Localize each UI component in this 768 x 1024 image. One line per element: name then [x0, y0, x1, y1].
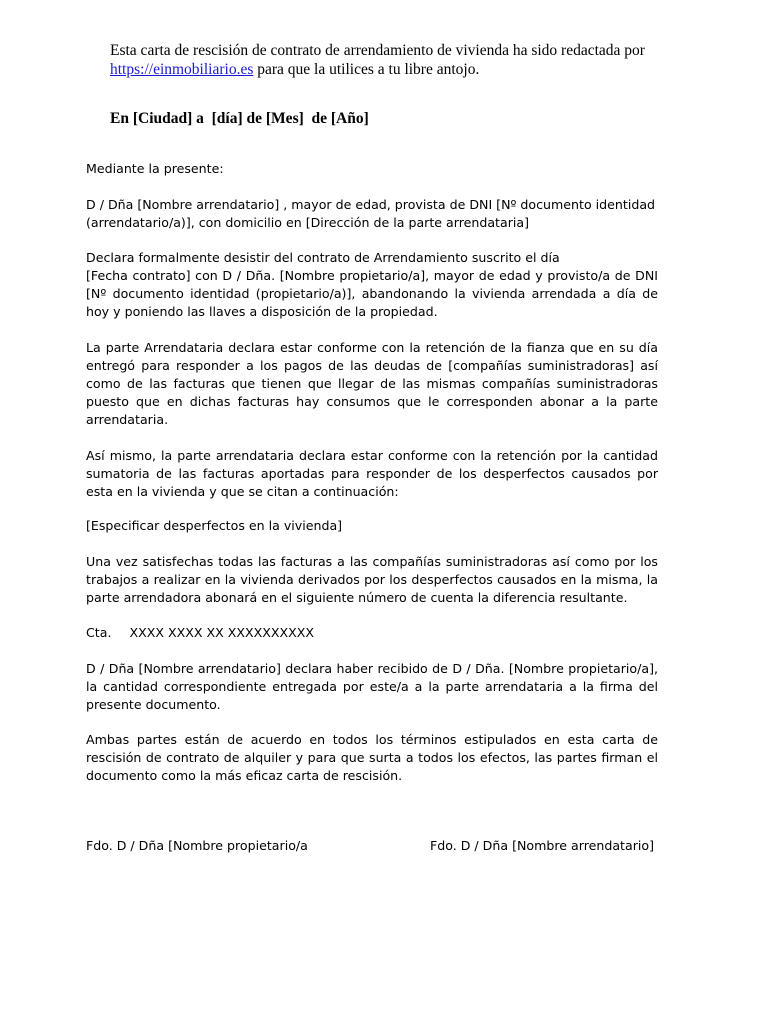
intro-link-suffix: para que la utilices a tu libre antojo. [253, 61, 480, 78]
tenant-signature: Fdo. D / Dña [Nombre arrendatario] [430, 838, 654, 853]
account-row [86, 624, 314, 642]
tenant-identification-line-1: D / Dña [Nombre arrendatario] , mayor de edad, provista de DNI [Nº documento identidad [86, 197, 656, 212]
deposit-retention-paragraph: La parte Arrendataria declara estar conforme con la retención de la fianza que en su día entregó para responder a los pagos de las deudas de [compañías suministradoras] así como de las facturas que tienen que llegar de las mismas compañías suministradoras puesto que en dichas facturas hay consumos que le corresponden abonar a la parte arrendataria. [86, 340, 658, 427]
damages-placeholder: [Especificar desperfectos en la vivienda] [86, 518, 343, 533]
tenant-identification [86, 196, 658, 232]
agreement-paragraph: Ambas partes están de acuerdo en todos los términos estipulados en esta carta de rescisión de contrato de alquiler y para que surta a todos los efectos, las partes firman el documento como la más eficaz carta de rescisión. [86, 732, 658, 783]
intro-note [110, 41, 670, 79]
withdrawal-declaration-rest: [Fecha contrato] con D / Dña. [Nombre propietario/a], mayor de edad y provisto/a de DNI [Nº documento identidad (propietario/a)], abandonando la vivienda arrendada a día de hoy y poniendo las llaves a disposición de la propiedad. [86, 268, 658, 319]
settlement-paragraph: Una vez satisfechas todas las facturas a las compañías suministradoras así como por los trabajos a realizar en la vivienda derivados por los desperfectos causados en la misma, la parte arrendadora abonará en el siguiente número de cuenta la diferencia resultante. [86, 554, 658, 605]
receipt-paragraph: D / Dña [Nombre arrendatario] declara haber recibido de D / Dña. [Nombre propietario/a], la cantidad correspondiente entregada por este/a a la parte arrendataria a la firma del presente documento. [86, 661, 658, 712]
withdrawal-declaration [86, 249, 658, 321]
account-label: Cta. [86, 625, 112, 640]
greeting: Mediante la presente: [86, 161, 224, 176]
account-number: XXXX XXXX XX XXXXXXXXXX [129, 625, 315, 640]
intro-text: Esta carta de rescisión de contrato de arrendamiento de vivienda ha sido redactada por [110, 42, 645, 59]
damages-paragraph: Así mismo, la parte arrendataria declara estar conforme con la retención por la cantidad sumatoria de las facturas aportadas para responder de los desperfectos causados por esta en la vivienda y que se citan a continuación: [86, 448, 658, 499]
place-date-line: En [Ciudad] a [día] de [Mes] de [Año] [110, 110, 369, 127]
einmobiliario-link[interactable]: https://einmobiliario.es [110, 61, 254, 78]
tenant-identification-line-2: (arrendatario/a)], con domicilio en [Dirección de la parte arrendataria] [86, 215, 530, 230]
withdrawal-declaration-line-1: Declara formalmente desistir del contrato de Arrendamiento suscrito el día [86, 250, 560, 265]
landlord-signature: Fdo. D / Dña [Nombre propietario/a [86, 838, 308, 853]
